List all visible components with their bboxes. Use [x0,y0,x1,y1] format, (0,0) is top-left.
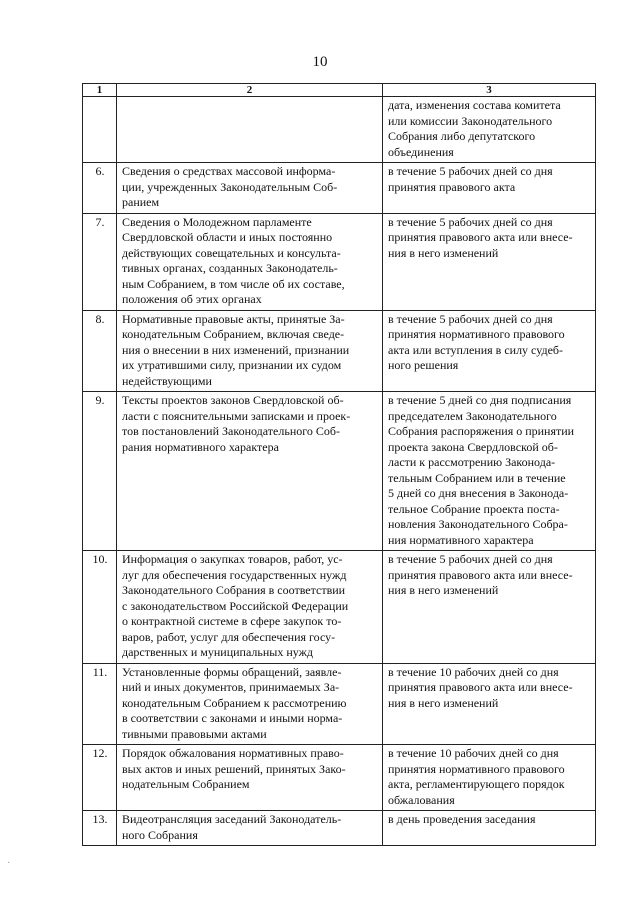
term-line: ного решения [388,358,459,372]
row-item [117,392,383,551]
row-number: 12. [83,745,117,811]
term-line: в день проведения заседания [388,812,536,826]
term-line: в течение 5 рабочих дней со дня [388,164,553,178]
term-line: Собрания либо депутатского [388,129,536,143]
item-line: Порядок обжалования нормативных право- [122,746,344,760]
item-line: Сведения о средствах массовой информа- [122,164,336,178]
item-line: тов постановлений Законодательного Соб- [122,424,340,438]
term-line: 5 дней со дня внесения в Законода- [388,486,569,500]
term-line: тельным Собранием или в течение [388,470,566,485]
term-line: принятия правового акта [388,179,516,194]
row-term [383,213,596,310]
item-line: с законодательством Российской Федерации [122,598,349,613]
item-line: нодательным Собранием [122,777,250,791]
term-line: в течение 5 рабочих дней со дня [388,552,553,566]
scan-margin-mark: · [7,858,11,869]
row-item [117,310,383,392]
term-line: в течение 10 рабочих дней со дня [388,664,559,679]
table-body [83,97,596,846]
item-line: ного Собрания [122,827,198,842]
item-line: ласти с пояснительными записками и проек- [122,408,351,423]
term-line: принятия правового акта или внесе- [388,230,573,244]
item-line: тивных органах, созданных Законодатель- [122,261,338,275]
item-line: Видеотрансляция заседаний Законодатель- [122,812,342,826]
term-line: обжалования [388,792,455,807]
item-line: конодательным Собранием, включая сведе- [122,327,345,341]
row-item [117,213,383,310]
row-term [383,310,596,392]
item-line: Тексты проектов законов Свердловской об- [122,393,344,407]
row-term [383,811,596,846]
term-line: объединения [388,144,454,159]
item-line: недействующими [122,373,212,388]
term-line: в течение 5 рабочих дней со дня [388,311,553,326]
term-line: принятия нормативного правового [388,327,565,341]
row-term [383,97,596,163]
item-line: Свердловской области и иных постоянно [122,230,333,244]
table-row [83,163,596,214]
item-line: дарственных и муниципальных нужд [122,645,313,659]
table-row [83,392,596,551]
table-row [83,745,596,811]
item-line: ния о внесении в них изменений, признании [122,342,350,357]
item-line: ранием [122,195,160,209]
item-line: Нормативные правовые акты, принятые За- [122,311,345,326]
row-item [117,745,383,811]
row-number: 8. [83,310,117,392]
term-line: акта, регламентирующего порядок [388,777,565,791]
row-term [383,392,596,551]
table-row [83,551,596,664]
row-item [117,551,383,664]
row-term [383,663,596,745]
row-item [117,97,383,163]
row-number: 9. [83,392,117,551]
term-line: председателем Законодательного [388,408,557,423]
term-line: ния нормативного характера [388,532,534,547]
term-line: в течение 5 рабочих дней со дня [388,214,553,229]
item-line: вых актов и иных решений, принятых Зако- [122,761,346,776]
item-line: тивными правовыми актами [122,726,267,741]
item-line: их утратившими силу, признании их судом [122,358,342,372]
item-line: ний и иных документов, принимаемых За- [122,680,340,694]
row-number: 13. [83,811,117,846]
table-row-continuation [83,97,596,163]
row-term [383,163,596,214]
term-line: новления Законодательного Собра- [388,517,568,531]
term-line: принятия правового акта или внесе- [388,567,573,582]
row-number: 7. [83,213,117,310]
term-line: дата, изменения состава комитета [388,98,561,112]
page-number: 10 [312,54,328,70]
item-line: в соответствии с законами и иными норма- [122,711,343,725]
term-line: тельное Собрание проекта поста- [388,501,560,516]
row-item [117,811,383,846]
row-number: 11. [83,663,117,745]
row-term [383,745,596,811]
item-line: Установленные формы обращений, заявле- [122,664,342,679]
item-line: ции, учрежденных Законодательным Соб- [122,179,338,194]
term-line: принятия правового акта или внесе- [388,680,573,694]
item-line: о контрактной системе в сфере закупок то- [122,614,342,628]
header-col-2: 2 [117,84,383,97]
term-line: принятия нормативного правового [388,761,565,776]
information-table [82,83,596,846]
term-line: акта или вступления в силу судеб- [388,342,564,357]
table-row [83,310,596,392]
table-header-row [83,84,596,97]
table-row [83,663,596,745]
table-row [83,811,596,846]
item-line: действующих совещательных и консульта- [122,245,341,260]
item-line: Информация о закупках товаров, работ, ус- [122,552,343,566]
term-line: в течение 5 дней со дня подписания [388,393,572,407]
term-line: проекта закона Свердловской об- [388,439,558,454]
item-line: Сведения о Молодежном парламенте [122,214,312,229]
row-item [117,163,383,214]
row-number: 10. [83,551,117,664]
term-line: ния в него изменений [388,245,499,260]
row-number: 6. [83,163,117,214]
item-line: ным Собранием, в том числе об их составе, [122,276,345,291]
item-line: положения об этих органах [122,292,262,306]
term-line: ласти к рассмотрению Законода- [388,455,556,469]
item-line: конодательным Собранием к рассмотрению [122,695,347,710]
term-line: Собрания распоряжения о принятии [388,424,575,438]
term-line: ния в него изменений [388,583,499,597]
header-col-3: 3 [383,84,596,97]
table-row [83,213,596,310]
item-line: луг для обеспечения государственных нужд [122,567,347,582]
row-item [117,663,383,745]
item-line: рания нормативного характера [122,439,279,454]
row-number [83,97,117,163]
row-term [383,551,596,664]
item-line: варов, работ, услуг для обеспечения госу- [122,629,336,644]
term-line: в течение 10 рабочих дней со дня [388,746,559,760]
header-col-1: 1 [83,84,117,97]
term-line: ния в него изменений [388,695,499,710]
term-line: или комиссии Законодательного [388,113,553,128]
item-line: Законодательного Собрания в соответствии [122,583,346,597]
